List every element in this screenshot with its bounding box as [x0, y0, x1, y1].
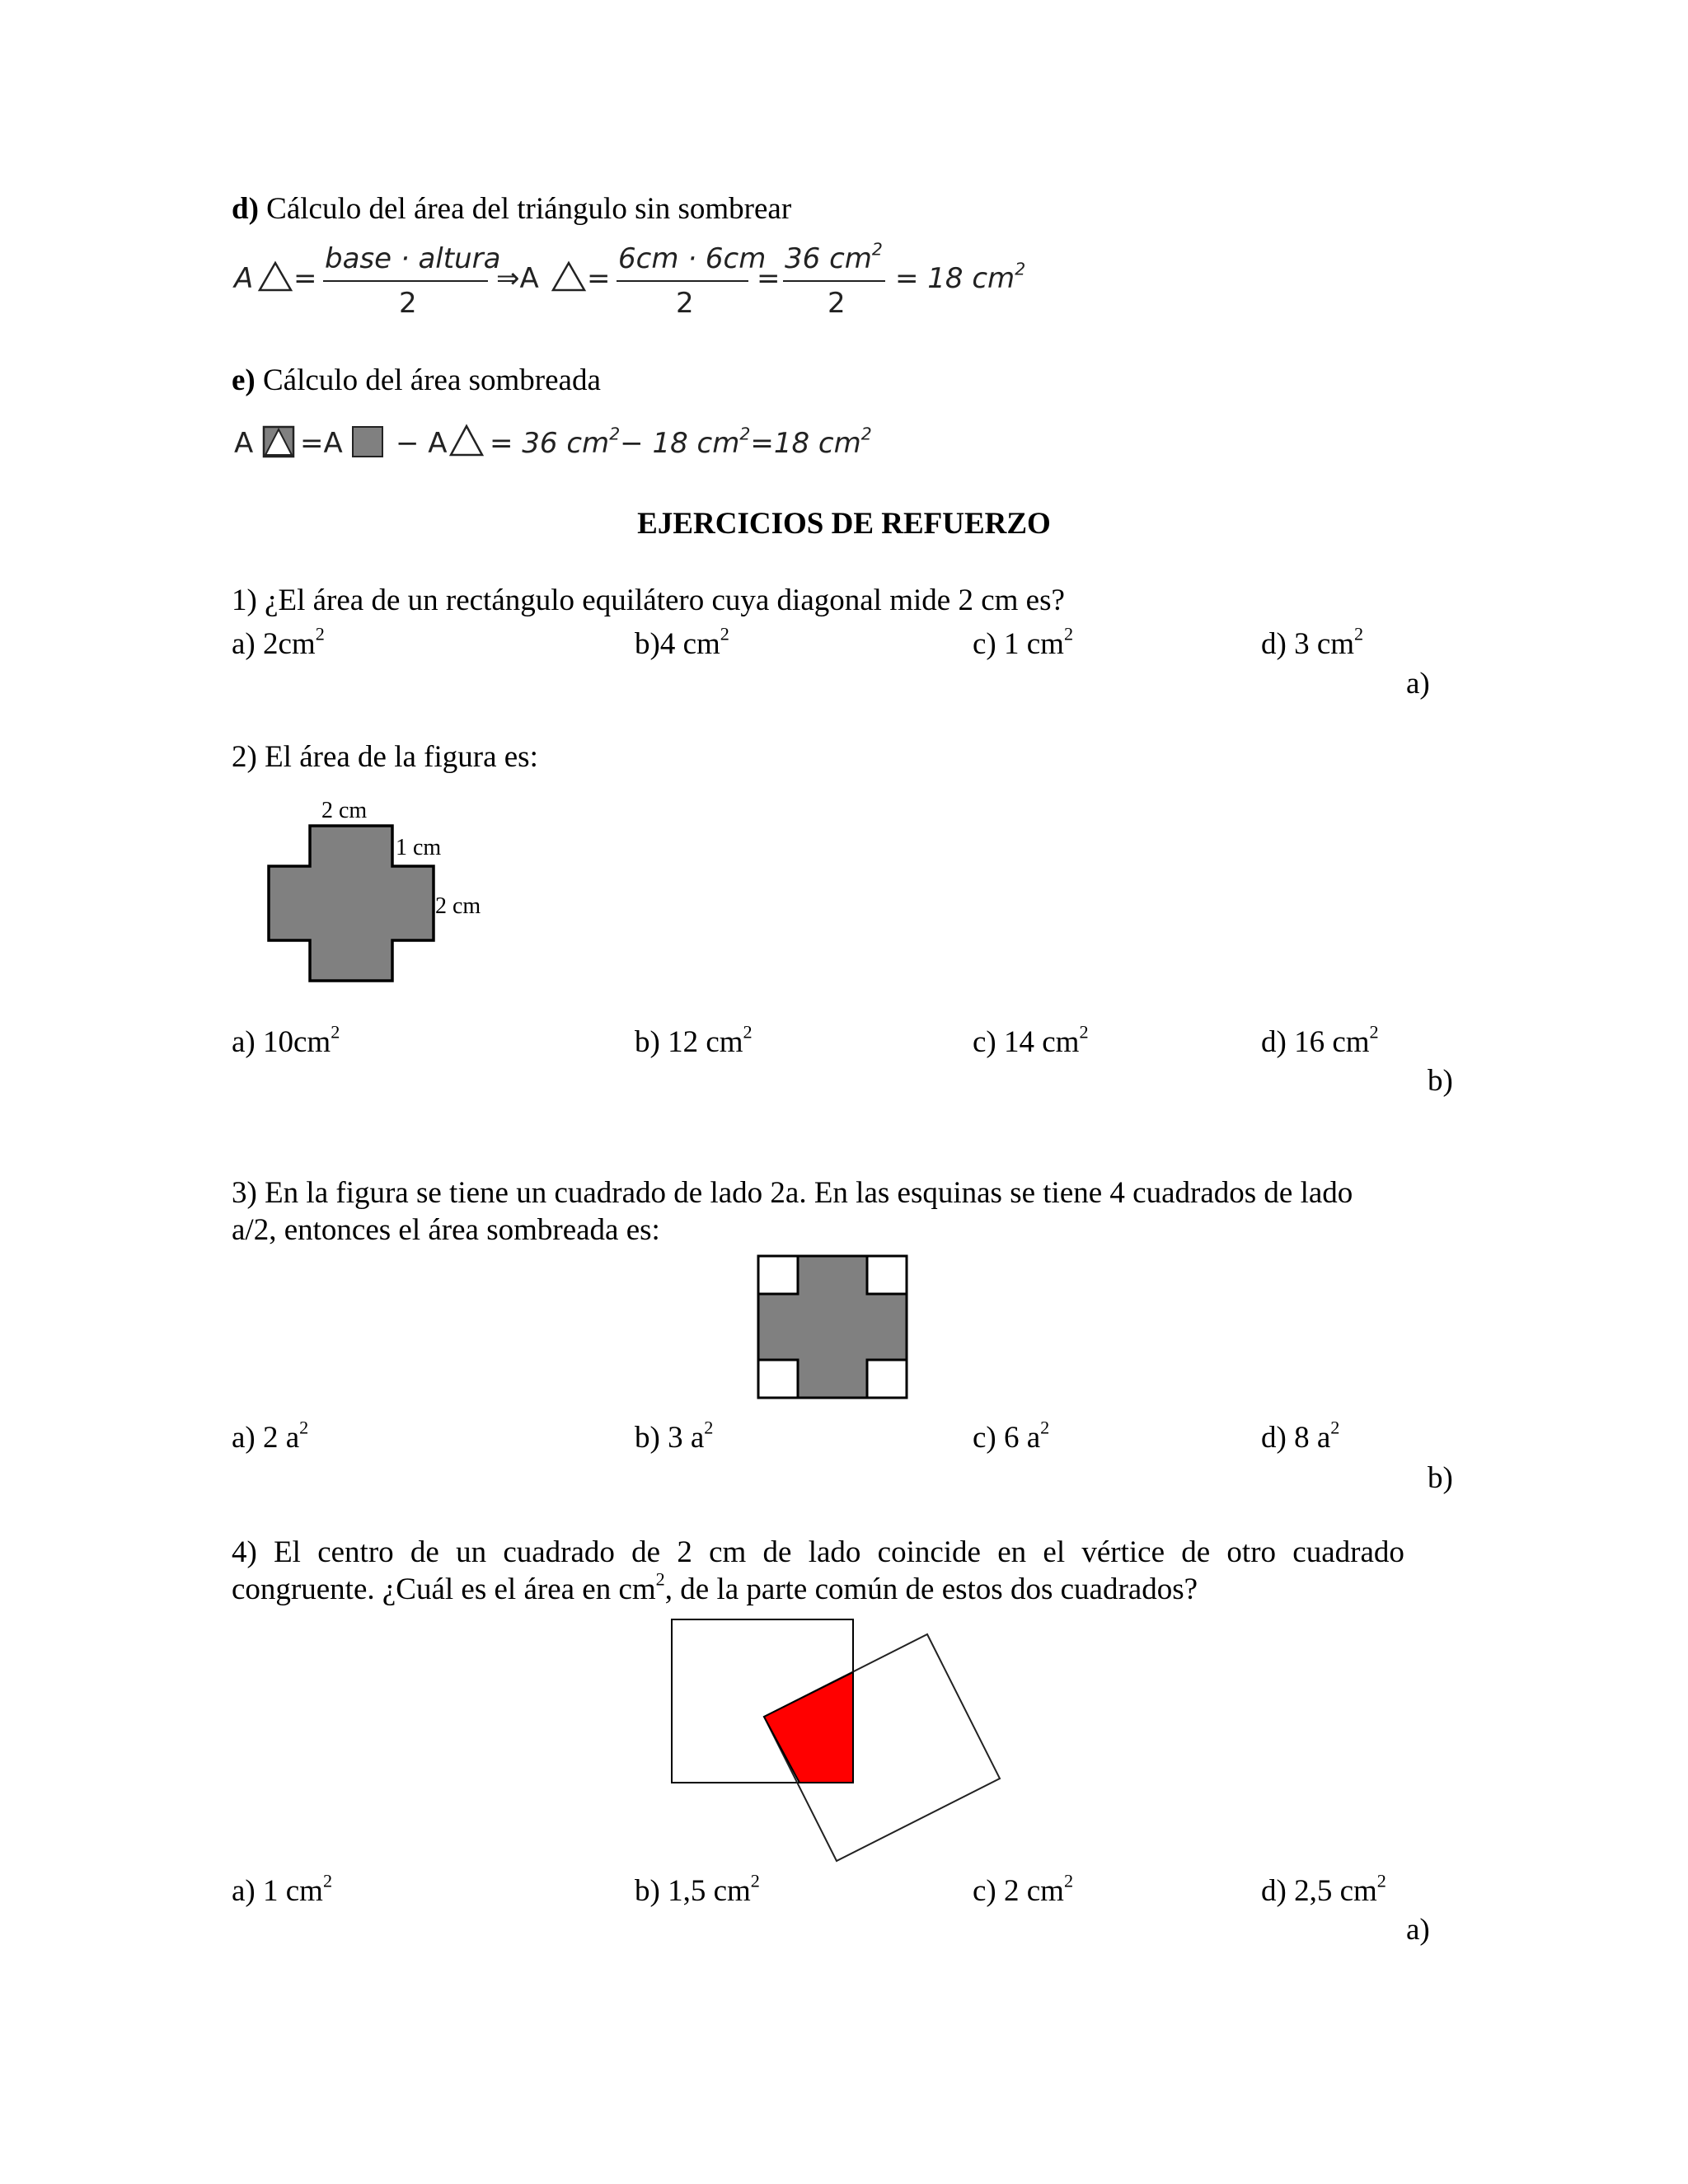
exercise-1-option-d: d) 3 $cm^2$ — [1261, 623, 1364, 661]
formula-den3: 2 — [828, 287, 846, 320]
formula-rest: = 36 $cm^2- 18$ $cm^2=18$ $cm^2$ — [490, 424, 872, 460]
exercise-4-question-line2: congruente. ¿Cuál es el área en $cm^2$, de la parte común de estos dos cuadrados? — [232, 1568, 1198, 1606]
exercise-4-question-line1: 4) El centro de un cuadrado de 2 cm de lado coincide en el vértice de otro cuadrado — [232, 1535, 1404, 1569]
exercise-2-answer: b) — [1428, 1064, 1453, 1098]
exercise-4-option-d: d) 2,5 $cm^2$ — [1261, 1870, 1386, 1908]
formula-lhs: A — [234, 262, 254, 295]
exercise-3-answer: b) — [1428, 1461, 1453, 1495]
section-d-label: d) — [232, 192, 259, 226]
exercise-3-option-a: a) 2 $a^2$ — [232, 1417, 309, 1455]
formula-eq2: = — [587, 262, 611, 295]
formula-minus: − A — [396, 427, 448, 460]
exercise-4-answer: a) — [1406, 1913, 1430, 1947]
formula-implies: ⇒A — [496, 262, 539, 295]
section-e-title: Cálculo del área sombreada — [263, 363, 601, 397]
exercise-2-option-c: c) 14 $cm^2$ — [973, 1021, 1089, 1059]
exercise-1-option-a: a) $2cm^2$ — [232, 623, 325, 661]
formula-a1: A — [234, 427, 254, 460]
cross-label-arm: 1 cm — [396, 835, 442, 860]
section-e-label: e) — [232, 363, 256, 397]
exercise-2-question: 2) El área de la figura es: — [232, 740, 538, 774]
cross-label-side: 2 cm — [435, 893, 481, 919]
fraction-bar — [323, 280, 488, 282]
triangle-icon — [551, 260, 587, 293]
exercise-3-question-line1: 3) En la figura se tiene un cuadrado de lado 2a. En las esquinas se tiene 4 cuadrados de lado — [232, 1176, 1353, 1210]
gray-square-icon — [351, 425, 384, 458]
triangle-icon — [448, 424, 485, 458]
exercise-1-option-c: c) 1 $cm^2$ — [973, 623, 1074, 661]
formula-eq3: = — [757, 262, 781, 295]
formula-eq1: =A — [300, 427, 343, 460]
exercise-2-option-b: b) 12 $cm^2$ — [635, 1021, 753, 1059]
formula-den1: 2 — [399, 287, 417, 320]
overlapping-squares-figure — [668, 1615, 1006, 1863]
formula-num3: 36 $cm^2$ — [785, 239, 883, 275]
fraction-bar — [617, 280, 748, 282]
formula-den2: 2 — [676, 287, 694, 320]
formula-num1: base · altura — [325, 242, 501, 275]
exercise-1-question: 1) ¿El área de un rectángulo equilátero cuya diagonal mide 2 cm es? — [232, 583, 1065, 617]
exercise-1-answer: a) — [1406, 667, 1430, 701]
exercise-2-option-d: d) 16 $cm^2$ — [1261, 1021, 1379, 1059]
section-d-title: Cálculo del área del triángulo sin sombrear — [266, 192, 792, 226]
fraction-bar — [783, 280, 885, 282]
exercise-4-option-a: a) 1 $cm^2$ — [232, 1870, 333, 1908]
formula-num2: 6cm · 6cm — [618, 242, 767, 275]
exercise-4-option-c: c) 2 $cm^2$ — [973, 1870, 1074, 1908]
exercise-1-option-b: b)4 $cm^2$ — [635, 623, 729, 661]
exercise-3-option-d: d) 8 $a^2$ — [1261, 1417, 1340, 1455]
cross-label-top: 2 cm — [321, 798, 368, 823]
exercise-3-option-c: c) 6 $a^2$ — [973, 1417, 1050, 1455]
exercise-4-option-b: b) 1,5 $cm^2$ — [635, 1870, 760, 1908]
exercise-3-option-b: b) 3 $a^2$ — [635, 1417, 714, 1455]
section-d-heading — [232, 191, 791, 227]
page-heading: EJERCICIOS DE REFUERZO — [637, 507, 1051, 541]
formula-result: = 18 $cm^2$ — [895, 259, 1026, 295]
section-e-heading — [232, 363, 601, 399]
exercise-2-option-a: a) $10cm^2$ — [232, 1021, 340, 1059]
exercise-3-question-line2: a/2, entonces el área sombreada es: — [232, 1213, 660, 1247]
shaded-square-triangle-icon — [262, 425, 295, 458]
formula-eq: = — [293, 262, 317, 295]
triangle-icon — [257, 260, 293, 293]
square-with-corners-figure — [757, 1254, 908, 1399]
